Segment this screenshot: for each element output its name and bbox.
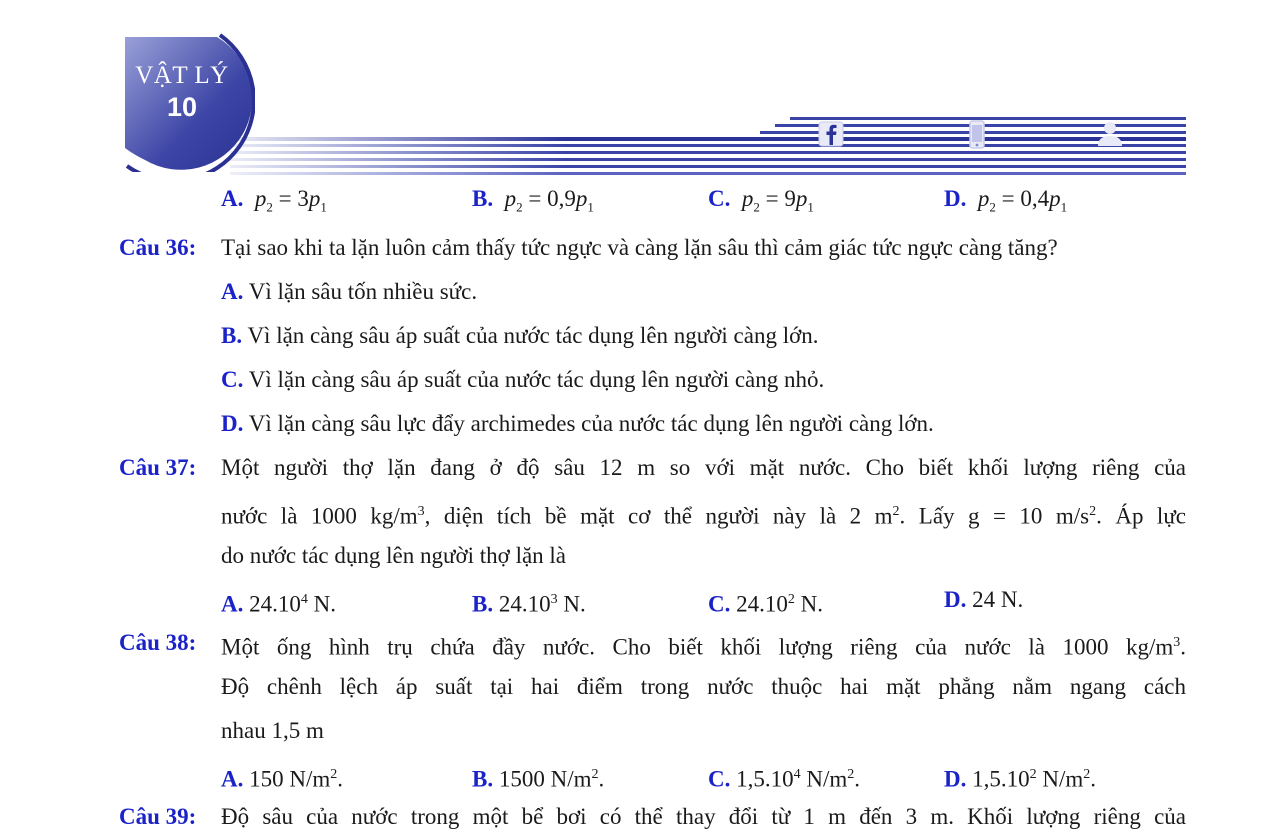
question-39-label: Câu 39: bbox=[119, 804, 197, 829]
q36-option-d[interactable]: D. Vì lặn càng sâu lực đẩy archimedes của nước tác dụng lên người càng lớn. bbox=[221, 411, 934, 436]
badge-number: 10 bbox=[166, 92, 198, 122]
badge-title: VẬT LÝ bbox=[135, 62, 229, 89]
q38-option-a[interactable]: A. 150 $N/m^2$. bbox=[221, 766, 344, 792]
question-37-line-3: do nước tác dụng lên người thợ lặn là bbox=[221, 543, 567, 568]
question-37-label: Câu 37: bbox=[119, 455, 197, 480]
q38-option-c[interactable]: C. 1,5.10$^4$ $N/m^2$. bbox=[708, 766, 861, 792]
q36-option-c[interactable]: C. Vì lặn càng sâu áp suất của nước tác dụng lên người càng nhỏ. bbox=[221, 367, 825, 392]
prev-option-b[interactable]: B. $p_2 = 0,9p_1$ bbox=[472, 186, 594, 215]
q37-option-a[interactable]: A. 24.10$^4$ N. bbox=[221, 591, 336, 617]
q38-option-d[interactable]: D. 1,5.10$^2$ $N/m^2$. bbox=[944, 766, 1097, 792]
question-36-label: Câu 36: bbox=[119, 235, 197, 260]
question-38-line-3: nhau 1,5 m bbox=[221, 718, 324, 743]
q37-option-b[interactable]: B. 24.10$^3$ N. bbox=[472, 591, 586, 617]
q37-option-d[interactable]: D. 24 N. bbox=[944, 587, 1024, 612]
q37-option-c[interactable]: C. 24.10$^2$ N. bbox=[708, 591, 823, 617]
question-39-text: Độ sâu của nước trong một bể bơi có thể thay đổi từ 1 m đến 3 m. Khối lượng riêng của bbox=[221, 804, 1186, 829]
question-36-text: Tại sao khi ta lặn luôn cảm thấy tức ngực và càng lặn sâu thì cảm giác tức ngực càng tăng? bbox=[221, 235, 1058, 260]
question-37-line-2: nước là 1000 $kg/m^3$, diện tích bề mặt cơ thể người này là 2 $m^2$. Lấy g = 10 $m/s^2$. Áp lực bbox=[221, 503, 1186, 529]
prev-option-c[interactable]: C. $p_2 = 9p_1$ bbox=[708, 186, 814, 215]
prev-option-d[interactable]: D. $p_2 = 0,4p_1$ bbox=[944, 186, 1068, 215]
question-38-line-1: Một ống hình trụ chứa đầy nước. Cho biết khối lượng riêng của nước là 1000 $kg/m^3$. bbox=[221, 634, 1186, 660]
q36-option-a[interactable]: A. Vì lặn sâu tốn nhiều sức. bbox=[221, 279, 478, 304]
question-37-line-1: Một người thợ lặn đang ở độ sâu 12 m so với mặt nước. Cho biết khối lượng riêng của bbox=[221, 455, 1186, 480]
q36-option-b[interactable]: B. Vì lặn càng sâu áp suất của nước tác dụng lên người càng lớn. bbox=[221, 323, 819, 348]
question-38-line-2: Độ chênh lệch áp suất tại hai điểm trong nước thuộc hai mặt phẳng nằm ngang cách bbox=[221, 674, 1186, 699]
q38-option-b[interactable]: B. 1500 $N/m^2$. bbox=[472, 766, 605, 792]
question-38-label: Câu 38: bbox=[119, 630, 197, 655]
prev-option-a[interactable]: A. $p_2 = 3p_1$ bbox=[221, 186, 327, 215]
